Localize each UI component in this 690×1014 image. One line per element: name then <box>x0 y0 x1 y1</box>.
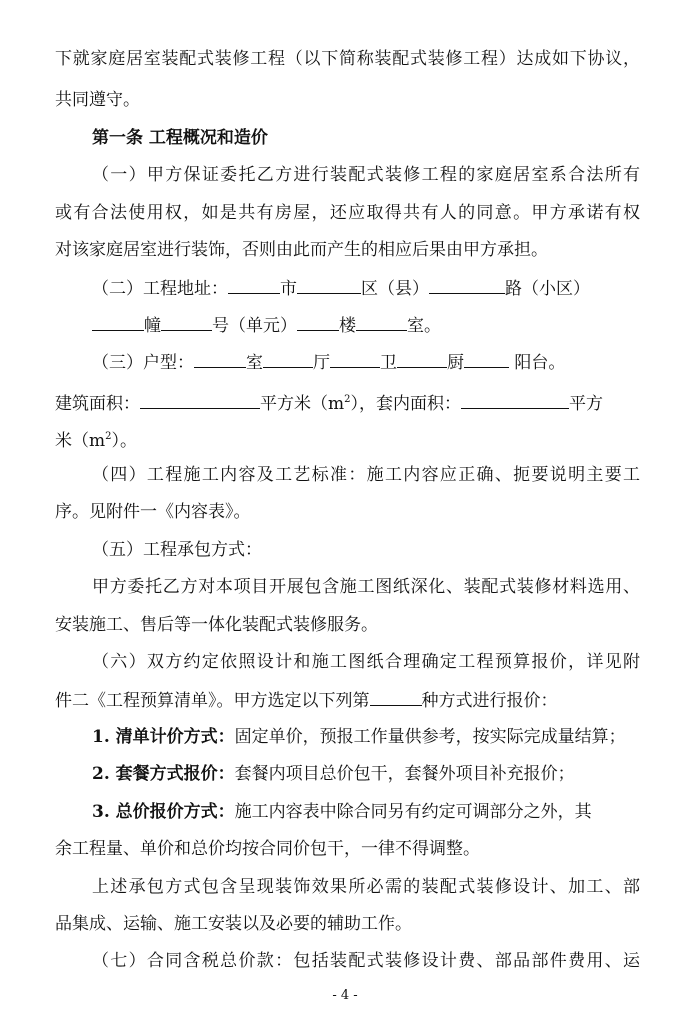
method-line: 件二《工程预算清单》。甲方选定以下列第 种方式进行报价： <box>55 691 558 711</box>
text-line: 上述承包方式包含呈现装饰效果所必需的装配式装修设计、加工、部 <box>92 877 640 897</box>
section-heading: 第一条 工程概况和造价 <box>92 128 268 148</box>
option-1: 1. 清单计价方式：固定单价，预报工作量供参考，按实际完成量结算； <box>92 727 626 747</box>
area-line: 建筑面积： 平方米$(m^2)$，套内面积： 平方 <box>55 394 603 414</box>
text-line: 下就家庭居室装配式装修工程（以下简称装配式装修工程）达成如下协议， <box>55 49 640 69</box>
built-area-blank[interactable] <box>140 393 260 409</box>
address-line-1: （二）工程地址： 市 区（县） 路（小区） <box>92 279 590 299</box>
district-blank[interactable] <box>297 278 361 294</box>
page-number: - 4 - <box>332 988 358 1003</box>
text-line: （一）甲方保证委托乙方进行装配式装修工程的家庭居室系合法所有 <box>92 165 640 185</box>
text-line: 对该家庭居室进行装饰，否则由此而产生的相应后果由甲方承担。 <box>55 240 548 260</box>
option-2: 2. 套餐方式报价：套餐内项目总价包干，套餐外项目补充报价； <box>92 764 575 784</box>
room-blank[interactable] <box>356 315 407 331</box>
layout-line: （三）户型： 室 厅 卫 厨 阳台。 <box>92 353 566 373</box>
halls-blank[interactable] <box>263 352 313 368</box>
text-line: 余工程量、单价和总价均按合同价包干，一律不得调整。 <box>55 839 480 859</box>
text-line: 或有合法使用权，如是共有房屋，还应取得共有人的同意。甲方承诺有权 <box>55 203 640 223</box>
text-line: （六）双方约定依照设计和施工图纸合理确定工程预算报价，详见附 <box>92 652 640 672</box>
text-line: （五）工程承包方式： <box>92 540 262 560</box>
unit-blank[interactable] <box>161 315 212 331</box>
text-line: （四）工程施工内容及工艺标准：施工内容应正确、扼要说明主要工 <box>92 465 640 485</box>
address-line-2: 幢 号（单元） 楼 室。 <box>92 315 640 336</box>
road-blank[interactable] <box>429 278 505 294</box>
text-line: 安装施工、售后等一体化装配式装修服务。 <box>55 615 378 635</box>
balconies-blank[interactable] <box>464 352 509 368</box>
inner-area-blank[interactable] <box>461 393 569 409</box>
text-line: （七）合同含税总价款：包括装配式装修设计费、部品部件费用、运 <box>92 951 640 971</box>
option-3: 3. 总价报价方式：施工内容表中除合同另有约定可调部分之外，其 <box>92 802 592 822</box>
method-blank[interactable] <box>370 690 422 706</box>
floor-blank[interactable] <box>297 315 339 331</box>
rooms-blank[interactable] <box>194 352 246 368</box>
text-line: 共同遵守。 <box>55 90 140 110</box>
building-blank[interactable] <box>92 315 144 331</box>
city-blank[interactable] <box>228 278 280 294</box>
baths-blank[interactable] <box>330 352 380 368</box>
text-line: 品集成、运输、施工安装以及必要的辅助工作。 <box>55 914 412 934</box>
text-line: 甲方委托乙方对本项目开展包含施工图纸深化、装配式装修材料选用、 <box>92 577 640 597</box>
kitchens-blank[interactable] <box>397 352 447 368</box>
text-line: 序。见附件一《内容表》。 <box>55 502 251 522</box>
area-line-2: 米$(m^2)$。 <box>55 431 137 451</box>
